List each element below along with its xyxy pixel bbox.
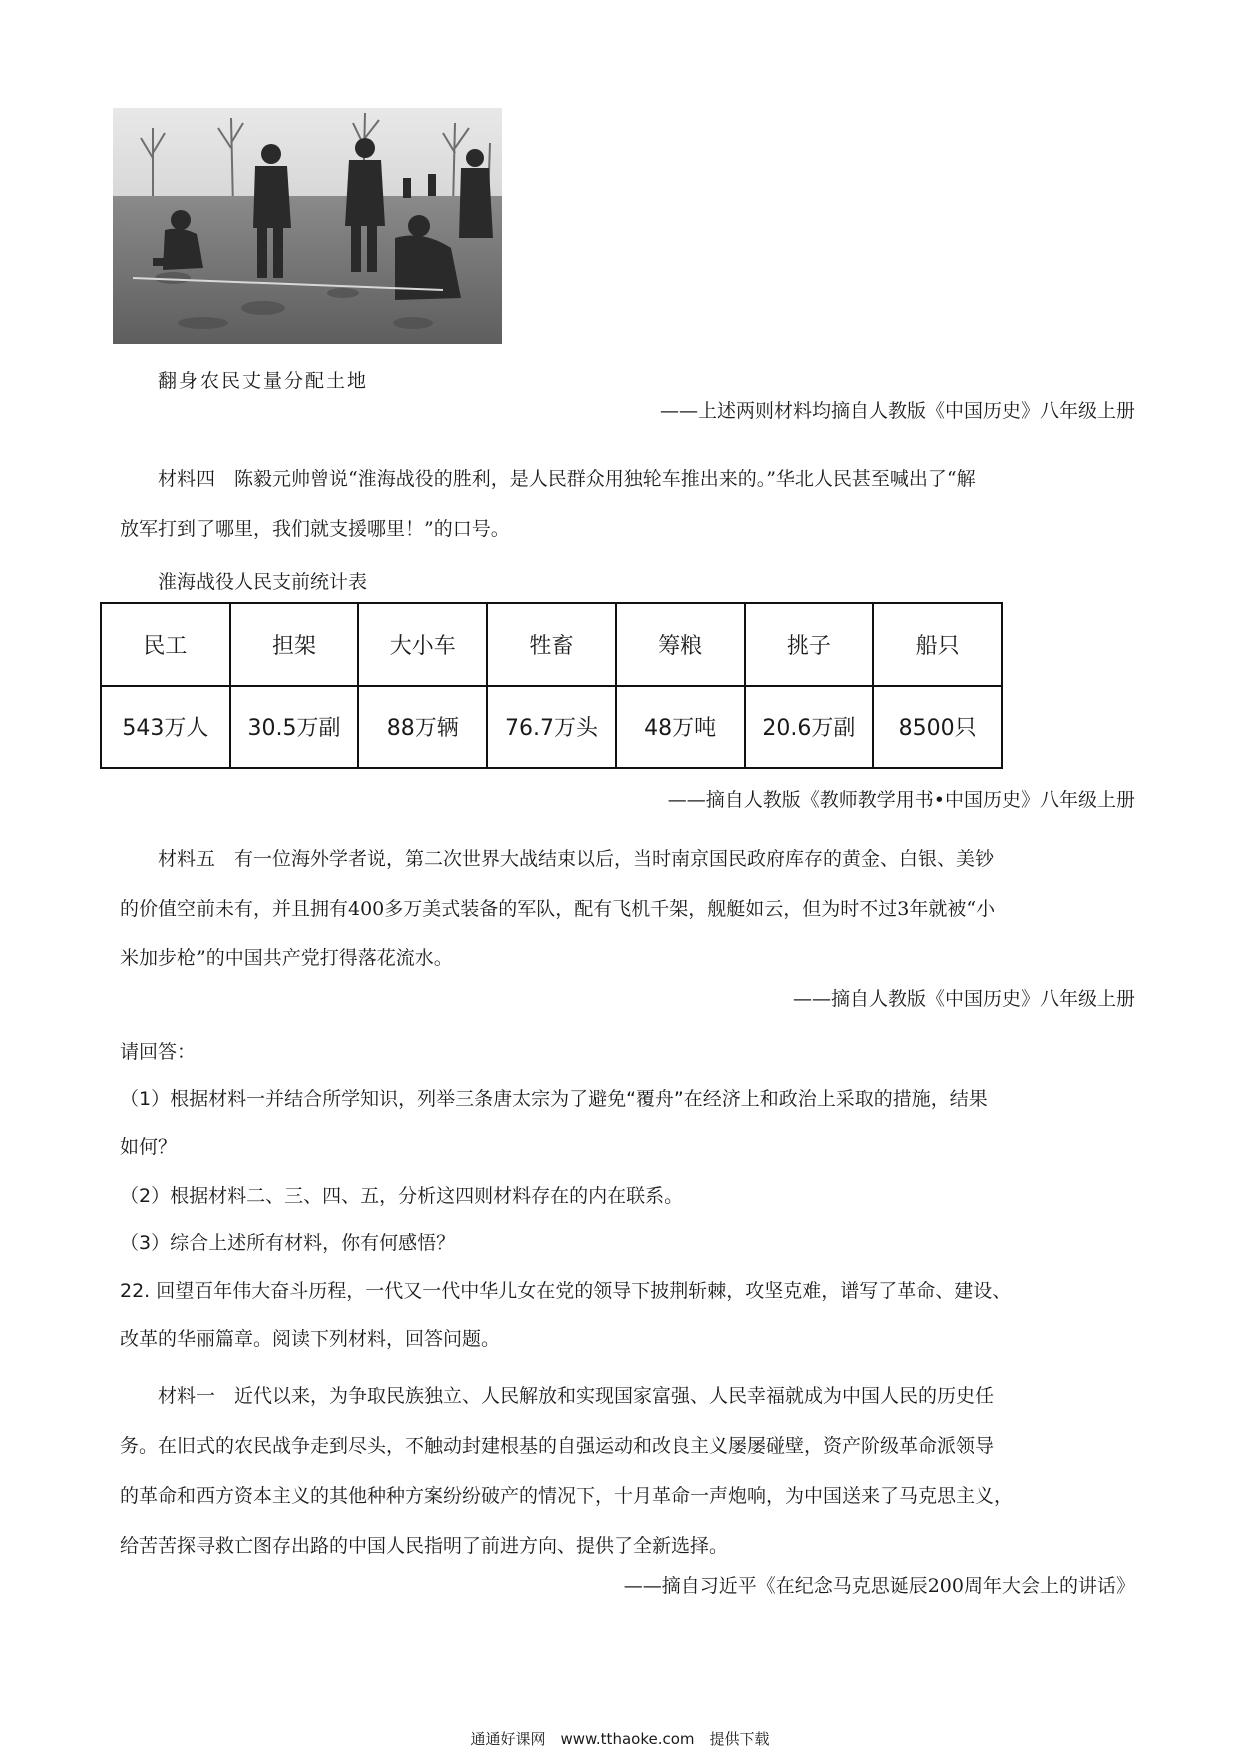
farmers-measuring-land-photo [113, 108, 502, 344]
source-citation: ——摘自人教版《中国历史》八年级上册 [792, 988, 1135, 1010]
table-header-cell: 牲畜 [487, 603, 616, 686]
question-22-stem: 22. 回望百年伟大奋斗历程，一代又一代中华儿女在党的领导下披荆斩棘，攻坚克难，谱写了革命、建设、 [120, 1280, 1012, 1302]
source-citation: ——上述两则材料均摘自人教版《中国历史》八年级上册 [659, 400, 1135, 422]
table-cell: 30.5万副 [230, 686, 359, 769]
material-1-text: 材料一 近代以来，为争取民族独立、人民解放和实现国家富强、人民幸福就成为中国人民的历史任 [158, 1385, 995, 1407]
table-header-cell: 筹粮 [616, 603, 745, 686]
table-cell: 88万辆 [358, 686, 487, 769]
question-22-stem: 改革的华丽篇章。阅读下列材料，回答问题。 [120, 1328, 501, 1350]
photo-caption: 翻身农民丈量分配土地 [158, 370, 369, 392]
question-prompt: 请回答： [120, 1041, 197, 1063]
table-header-cell: 民工 [101, 603, 230, 686]
question-1: （1）根据材料一并结合所学知识，列举三条唐太宗为了避免“覆舟”在经济上和政治上采取的措施，结果 [120, 1088, 988, 1110]
question-1: 如何？ [120, 1136, 178, 1158]
footer-watermark: 通通好课网 www.tthaoke.com 提供下载 [470, 1730, 770, 1748]
table-header-cell: 担架 [230, 603, 359, 686]
table-header-row [101, 603, 1002, 686]
material-5-text: 米加步枪”的中国共产党打得落花流水。 [120, 947, 453, 969]
material-1-text: 务。在旧式的农民战争走到尽头，不触动封建根基的自强运动和改良主义屡屡碰壁，资产阶级革命派领导 [120, 1435, 995, 1457]
support-statistics-table [100, 602, 1003, 769]
table-cell: 543万人 [101, 686, 230, 769]
table-row [101, 686, 1002, 769]
question-2: （2）根据材料二、三、四、五，分析这四则材料存在的内在联系。 [120, 1185, 684, 1207]
table-header-cell: 船只 [873, 603, 1002, 686]
material-4-text: 材料四 陈毅元帅曾说“淮海战役的胜利，是人民群众用独轮车推出来的。”华北人民甚至喊出了“解 [158, 468, 976, 490]
table-header-cell: 大小车 [358, 603, 487, 686]
table-cell: 8500只 [873, 686, 1002, 769]
material-1-text: 的革命和西方资本主义的其他种种方案纷纷破产的情况下，十月革命一声炮响，为中国送来了马克思主义， [120, 1485, 1014, 1507]
source-citation: ——摘自人教版《教师教学用书•中国历史》八年级上册 [667, 789, 1135, 811]
table-title: 淮海战役人民支前统计表 [158, 571, 368, 593]
source-citation: ——摘自习近平《在纪念马克思诞辰200周年大会上的讲话》 [623, 1575, 1135, 1597]
material-5-text: 的价值空前未有，并且拥有400多万美式装备的军队，配有飞机千架，舰艇如云，但为时不过3年就被“小 [120, 898, 996, 920]
material-5-text: 材料五 有一位海外学者说，第二次世界大战结束以后，当时南京国民政府库存的黄金、白银、美钞 [158, 848, 995, 870]
question-3: （3）综合上述所有材料，你有何感悟？ [120, 1232, 456, 1254]
table-cell: 20.6万副 [745, 686, 874, 769]
material-1-text: 给苦苦探寻救亡图存出路的中国人民指明了前进方向、提供了全新选择。 [120, 1535, 729, 1557]
photo-drawing [113, 108, 502, 344]
table-header-cell: 挑子 [745, 603, 874, 686]
table-cell: 76.7万头 [487, 686, 616, 769]
table-cell: 48万吨 [616, 686, 745, 769]
material-4-text: 放军打到了哪里，我们就支援哪里！”的口号。 [120, 518, 510, 540]
